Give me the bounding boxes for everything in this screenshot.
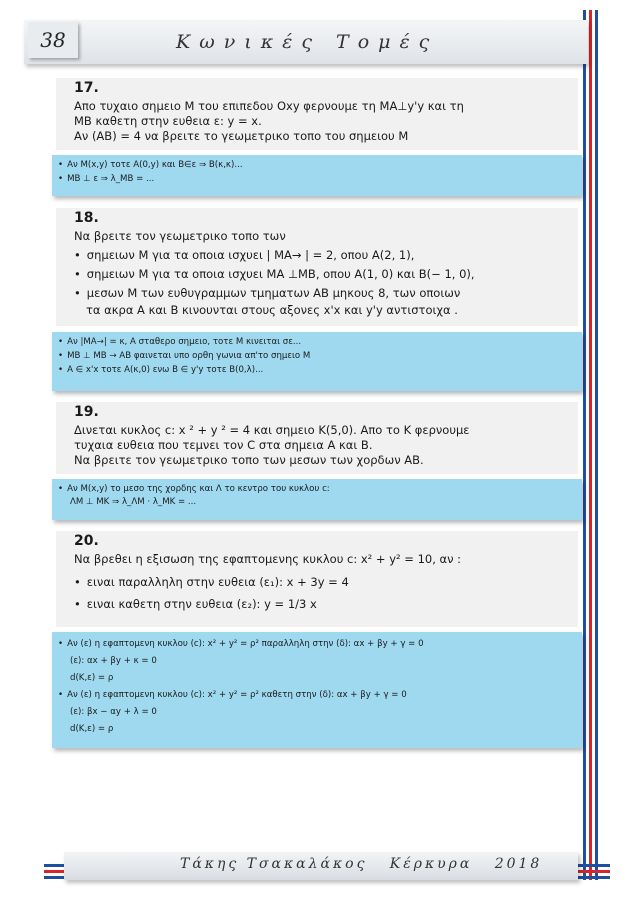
hint-line: • Αν (ε) η εφαπτομενη κυκλου (c): x² + y² = ρ² παραλληλη στην (δ): αx + βy + γ = 0 (58, 636, 582, 653)
exercise-text: Αν (ΑΒ) = 4 να βρειτε το γεωμετρικο τοπο του σημειου Μ (74, 129, 409, 143)
exercise-text: τα ακρα Α και Β κινουνται στους αξονες x'x και y'y αντιστοιχα . (86, 303, 458, 317)
exercise-number: 17. (74, 80, 99, 96)
exercise-20 (56, 531, 578, 627)
hint-line: (ε): βx − αy + λ = 0 (70, 707, 157, 717)
hint-line: d(Κ,ε) = ρ (70, 724, 114, 734)
frame-line (589, 10, 592, 880)
hint-line: • ΜΒ ⊥ ε ⇒ λ_ΜΒ = ... (58, 172, 582, 186)
exercise-text: Να βρεθει η εξισωση της εφαπτομενης κυκλου c: x² + y² = 10, αν : (74, 552, 462, 566)
frame-line (583, 10, 586, 880)
hint-line: • Α ∈ x'x τοτε Α(κ,0) ενω Β ∈ y'y τοτε Β(0,λ)... (58, 363, 582, 377)
exercise-17 (56, 78, 578, 150)
hint-box-19 (52, 479, 582, 520)
exercise-text: Να βρειτε τον γεωμετρικο τοπο των (74, 229, 286, 243)
frame-line (595, 10, 598, 880)
exercise-text: Να βρειτε τον γεωμετρικο τοπο των μεσων των χορδων ΑΒ. (74, 453, 424, 467)
hint-line: • Αν Μ(x,y) το μεσο της χορδης και Λ το κεντρο του κυκλου c: (58, 482, 582, 496)
exercise-bullet: • ειναι παραλληλη στην ευθεια (ε₁): x + 3y = 4 (74, 571, 578, 593)
hint-line: d(Κ,ε) = ρ (70, 673, 114, 683)
exercise-bullet: • σημειων Μ για τα οποια ισχυει ΜΑ ⊥ΜΒ, οπου Α(1, 0) και Β(− 1, 0), (74, 265, 578, 284)
exercise-bullet: • ειναι καθετη στην ευθεια (ε₂): y = 1/3 x (74, 593, 578, 615)
hint-box-20 (52, 632, 582, 748)
exercise-text: τυχαια ευθεια που τεμνει τον C στα σημεια Α και Β. (74, 438, 373, 452)
hint-line: • Αν Μ(x,y) τοτε Α(0,y) και Β∈ε ⇒ Β(κ,κ)... (58, 158, 582, 172)
exercise-bullet: • μεσων Μ των ευθυγραμμων τμηματων ΑΒ μηκους 8, των οποιων (74, 284, 578, 303)
hint-box-17 (52, 155, 582, 196)
exercise-text: Απο τυχαιο σημειο Μ του επιπεδου Oxy φερνουμε τη ΜΑ⊥y'y και τη (74, 99, 464, 113)
hint-line: • ΜΒ ⊥ ΜΒ → ΑΒ φαινεται υπο ορθη γωνια απ'το σημειο Μ (58, 349, 582, 363)
exercise-number: 19. (74, 404, 99, 420)
exercise-number: 20. (74, 533, 99, 549)
exercise-bullet: • σημειων Μ για τα οποια ισχυει | ΜΑ→ | = 2, οπου Α(2, 1), (74, 246, 578, 265)
hint-line: (ε): αx + βy + κ = 0 (70, 656, 157, 666)
exercise-19 (56, 402, 578, 474)
hint-line: ΛΜ ⊥ ΜΚ ⇒ λ_ΛΜ · λ_ΜΚ = ... (70, 497, 197, 507)
hint-box-18 (52, 332, 582, 391)
exercise-text: Δινεται κυκλος c: x ² + y ² = 4 και σημειο Κ(5,0). Απο το Κ φερνουμε (74, 423, 470, 437)
footer-text: Τάκης Τσακαλάκος Κέρκυρα 2018 (180, 856, 543, 872)
exercise-number: 18. (74, 210, 99, 226)
hint-line: • Αν (ε) η εφαπτομενη κυκλου (c): x² + y² = ρ² καθετη στην (δ): αx + βy + γ = 0 (58, 687, 582, 704)
hint-line: • Αν |ΜΑ→| = κ, Α σταθερο σημειο, τοτε Μ κινειται σε... (58, 335, 582, 349)
page-title: Κωνικές Τομές (176, 31, 439, 53)
page-number: 38 (28, 22, 78, 58)
exercise-text: ΜΒ καθετη στην ευθεια ε: y = x. (74, 114, 262, 128)
exercise-18 (56, 208, 578, 326)
